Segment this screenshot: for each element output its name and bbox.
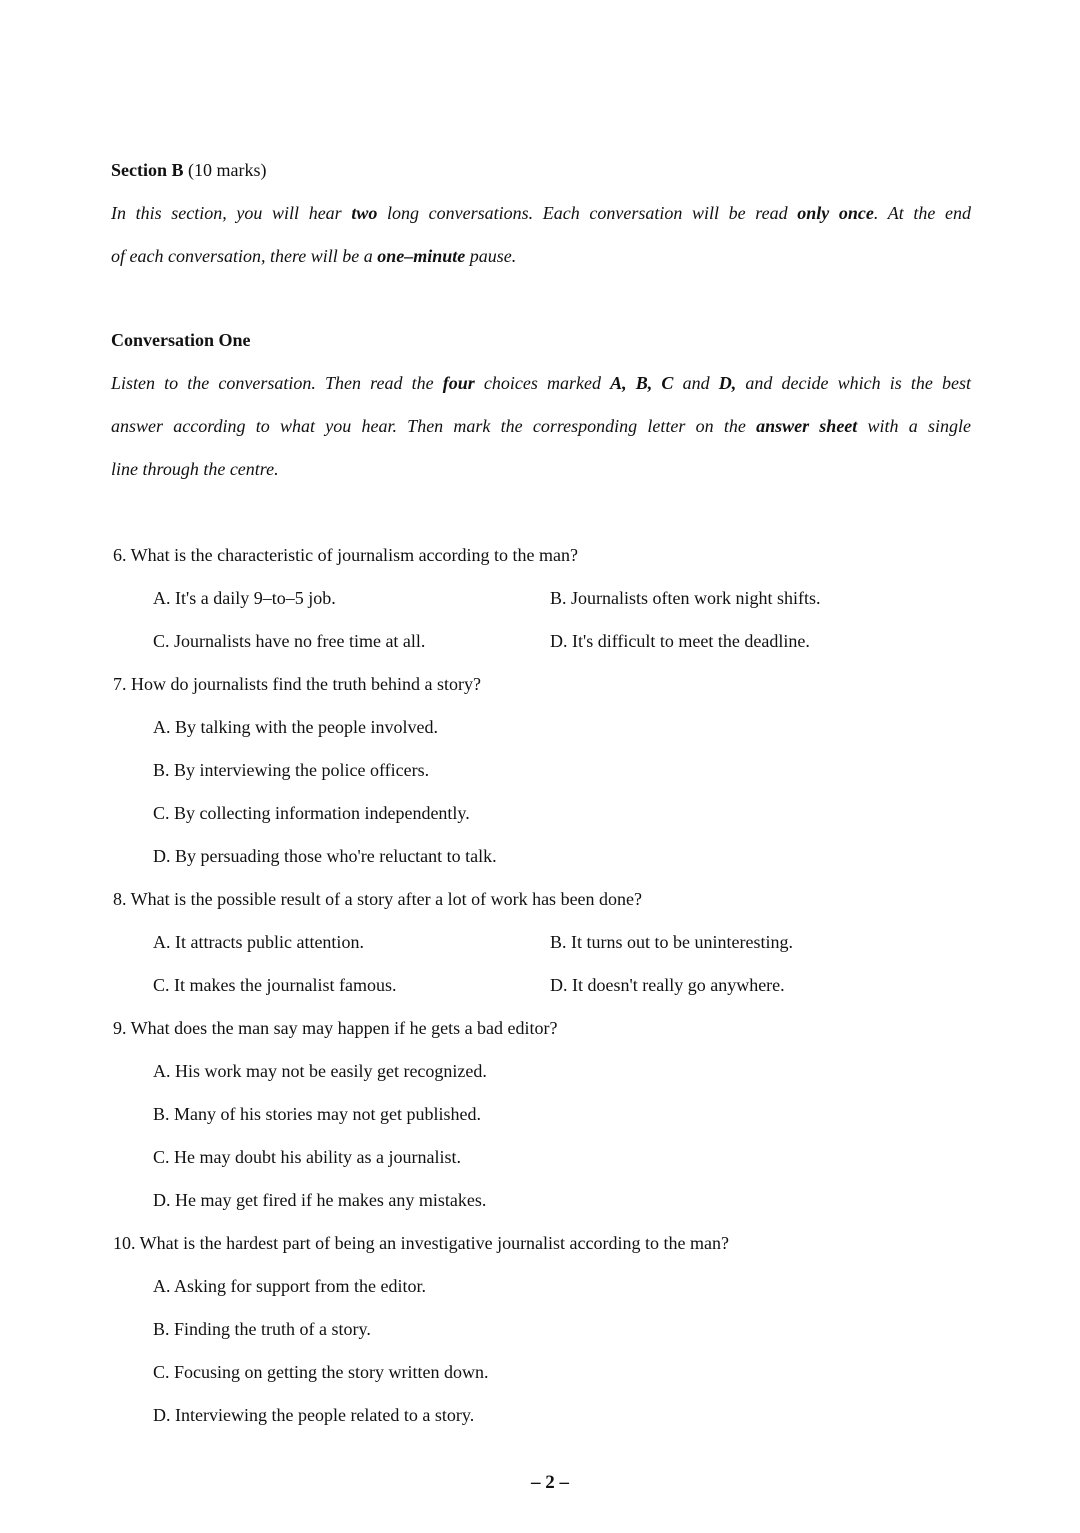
option-a: A. Asking for support from the editor. [153,1276,426,1296]
option-d: D. By persuading those who're reluctant to talk. [153,846,497,866]
option-a: A. His work may not be easily get recognized. [153,1061,487,1081]
section-title: Section B [111,160,184,180]
conversation-title: Conversation One [111,330,251,350]
option-d: D. It doesn't really go anywhere. [550,975,785,995]
option-b: B. It turns out to be uninteresting. [550,932,793,952]
section-marks: (10 marks) [183,160,267,180]
options-row [111,577,971,620]
option-d: D. He may get fired if he makes any mistakes. [153,1190,487,1210]
options-row [111,964,971,1007]
section-instructions-line-2: of each conversation, there will be a one–minute pause. [111,246,517,266]
option-b: B. Journalists often work night shifts. [550,588,821,608]
option-d: D. Interviewing the people related to a story. [153,1405,475,1425]
option-d: D. It's difficult to meet the deadline. [550,631,810,651]
section-instructions-line-1: In this section, you will hear two long conversations. Each conversation will be read only once. At the end [111,203,971,223]
conversation-instructions-line-3: line through the centre. [111,459,279,479]
option-b: B. By interviewing the police officers. [153,760,430,780]
page-number: – 2 – [531,1472,569,1493]
conversation-instructions-line-1: Listen to the conversation. Then read the four choices marked A, B, C and D, and decide which is the best [111,373,971,393]
question-7: 7. How do journalists find the truth behind a story? [113,674,481,694]
conversation-instructions-line-2: answer according to what you hear. Then mark the corresponding letter on the answer sheet with a single [111,416,971,436]
option-c: C. He may doubt his ability as a journalist. [153,1147,461,1167]
question-9: 9. What does the man say may happen if he gets a bad editor? [113,1018,558,1038]
option-a: A. By talking with the people involved. [153,717,438,737]
option-b: B. Finding the truth of a story. [153,1319,371,1339]
option-a: A. It attracts public attention. [153,932,364,952]
question-6: 6. What is the characteristic of journalism according to the man? [113,545,579,565]
option-c: C. It makes the journalist famous. [153,975,397,995]
question-10: 10. What is the hardest part of being an investigative journalist according to the man? [113,1233,729,1253]
options-row [111,921,971,964]
exam-page [111,149,971,1437]
options-row [111,620,971,663]
option-c: C. By collecting information independently. [153,803,470,823]
option-c: C. Focusing on getting the story written down. [153,1362,489,1382]
option-c: C. Journalists have no free time at all. [153,631,426,651]
option-b: B. Many of his stories may not get published. [153,1104,481,1124]
question-8: 8. What is the possible result of a story after a lot of work has been done? [113,889,643,909]
option-a: A. It's a daily 9–to–5 job. [153,588,336,608]
section-heading [111,149,971,192]
